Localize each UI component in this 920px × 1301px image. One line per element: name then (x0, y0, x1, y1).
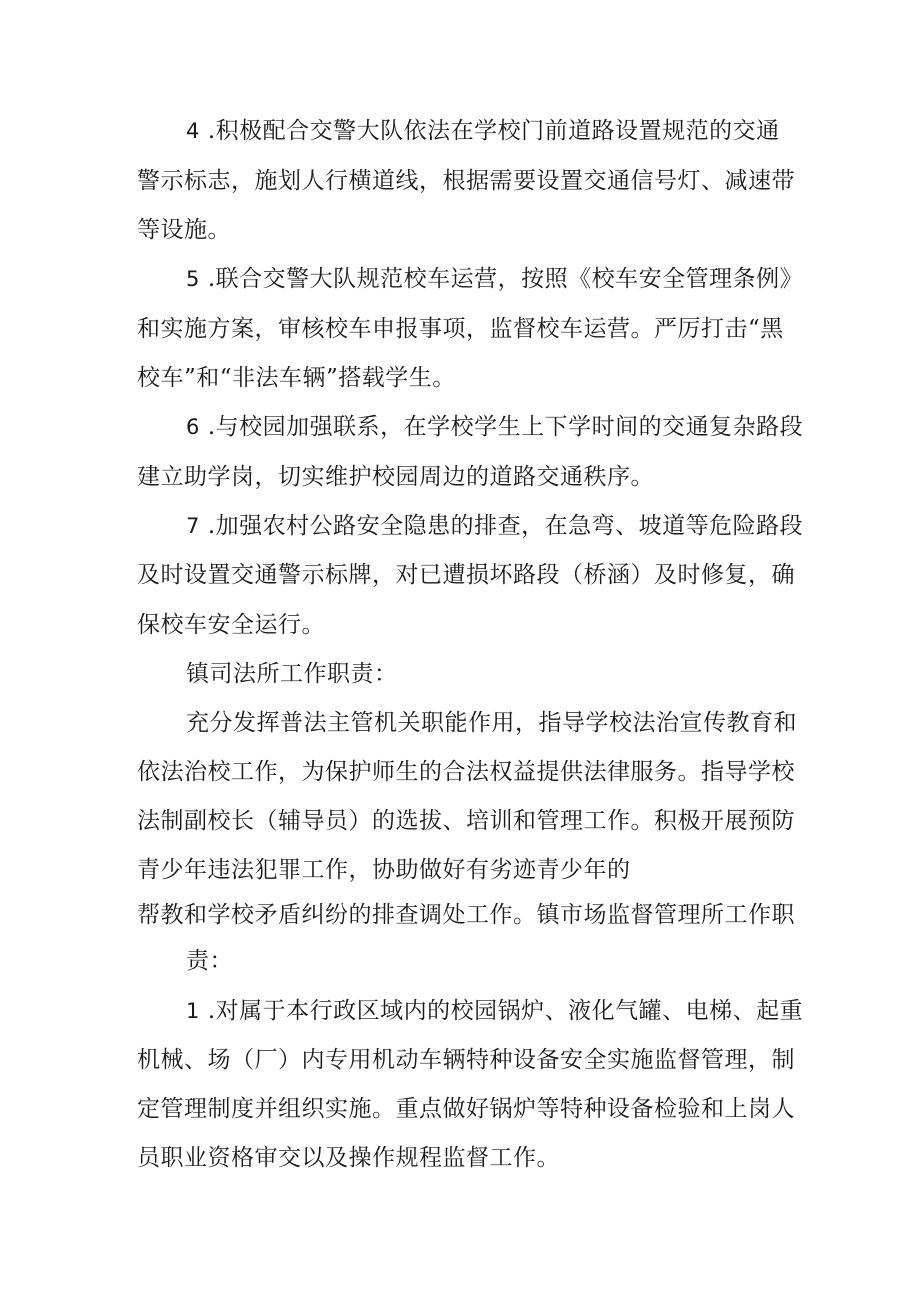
paragraph-1-line-4: 员职业资格审交以及操作规程监督工作。 (137, 1145, 560, 1171)
paragraph-6-line-1: 6 .与校园加强联系，在学校学生上下学时间的交通复杂路段 (186, 414, 804, 440)
item-number-7: 7 (186, 514, 200, 538)
section-heading-judicial-office: 镇司法所工作职责： (186, 661, 398, 687)
paragraph-4-line-1: 4 .积极配合交警大队依法在学校门前道路设置规范的交通 (186, 118, 780, 144)
judicial-paragraph-line-5: 帮教和学校矛盾纠纷的排查调处工作。镇市场监督管理所工作职 (137, 902, 795, 928)
paragraph-1-line-1: 1 .对属于本行政区域内的校园锅炉、液化气罐、电梯、起重 (186, 998, 804, 1024)
paragraph-5-line-1: 5 .联合交警大队规范校车运营，按照《校车安全管理条例》 (186, 266, 804, 292)
paragraph-6-line-2: 建立助学岗，切实维护校园周边的道路交通秩序。 (137, 464, 654, 490)
judicial-paragraph-line-4: 青少年违法犯罪工作，协助做好有劣迹青少年的 (137, 857, 631, 883)
market-supervision-heading-end: 责： (186, 948, 233, 974)
paragraph-7-line-2: 及时设置交通警示标牌，对已遭损坏路段（桥涵）及时修复，确 (137, 562, 795, 588)
paragraph-5-line-2: 和实施方案，审核校车申报事项，监督校车运营。严厉打击“黑 (137, 316, 784, 342)
item-number-1: 1 (186, 999, 200, 1023)
paragraph-4-line-3: 等设施。 (137, 217, 231, 243)
judicial-paragraph-line-3: 法制副校长（辅导员）的选拔、培训和管理工作。积极开展预防 (137, 808, 795, 834)
paragraph-1-line-3: 定管理制度并组织实施。重点做好锅炉等特种设备检验和上岗人 (137, 1096, 795, 1122)
paragraph-7-line-3: 保校车安全运行。 (137, 612, 325, 638)
item-number-5: 5 (186, 267, 200, 291)
item-number-4: 4 (186, 119, 200, 143)
judicial-paragraph-line-2: 依法治校工作，为保护师生的合法权益提供法律服务。指导学校 (137, 759, 795, 785)
item-number-6: 6 (186, 415, 200, 439)
paragraph-1-line-2: 机械、场（厂）内专用机动车辆特种设备安全实施监督管理，制 (137, 1047, 795, 1073)
paragraph-5-line-3: 校车”和“非法车辆”搭载学生。 (137, 365, 456, 391)
judicial-paragraph-line-1: 充分发挥普法主管机关职能作用，指导学校法治宣传教育和 (186, 710, 797, 736)
paragraph-7-line-1: 7 .加强农村公路安全隐患的排查，在急弯、坡道等危险路段 (186, 513, 804, 539)
paragraph-4-line-2: 警示标志，施划人行横道线，根据需要设置交通信号灯、减速带 (137, 168, 795, 194)
